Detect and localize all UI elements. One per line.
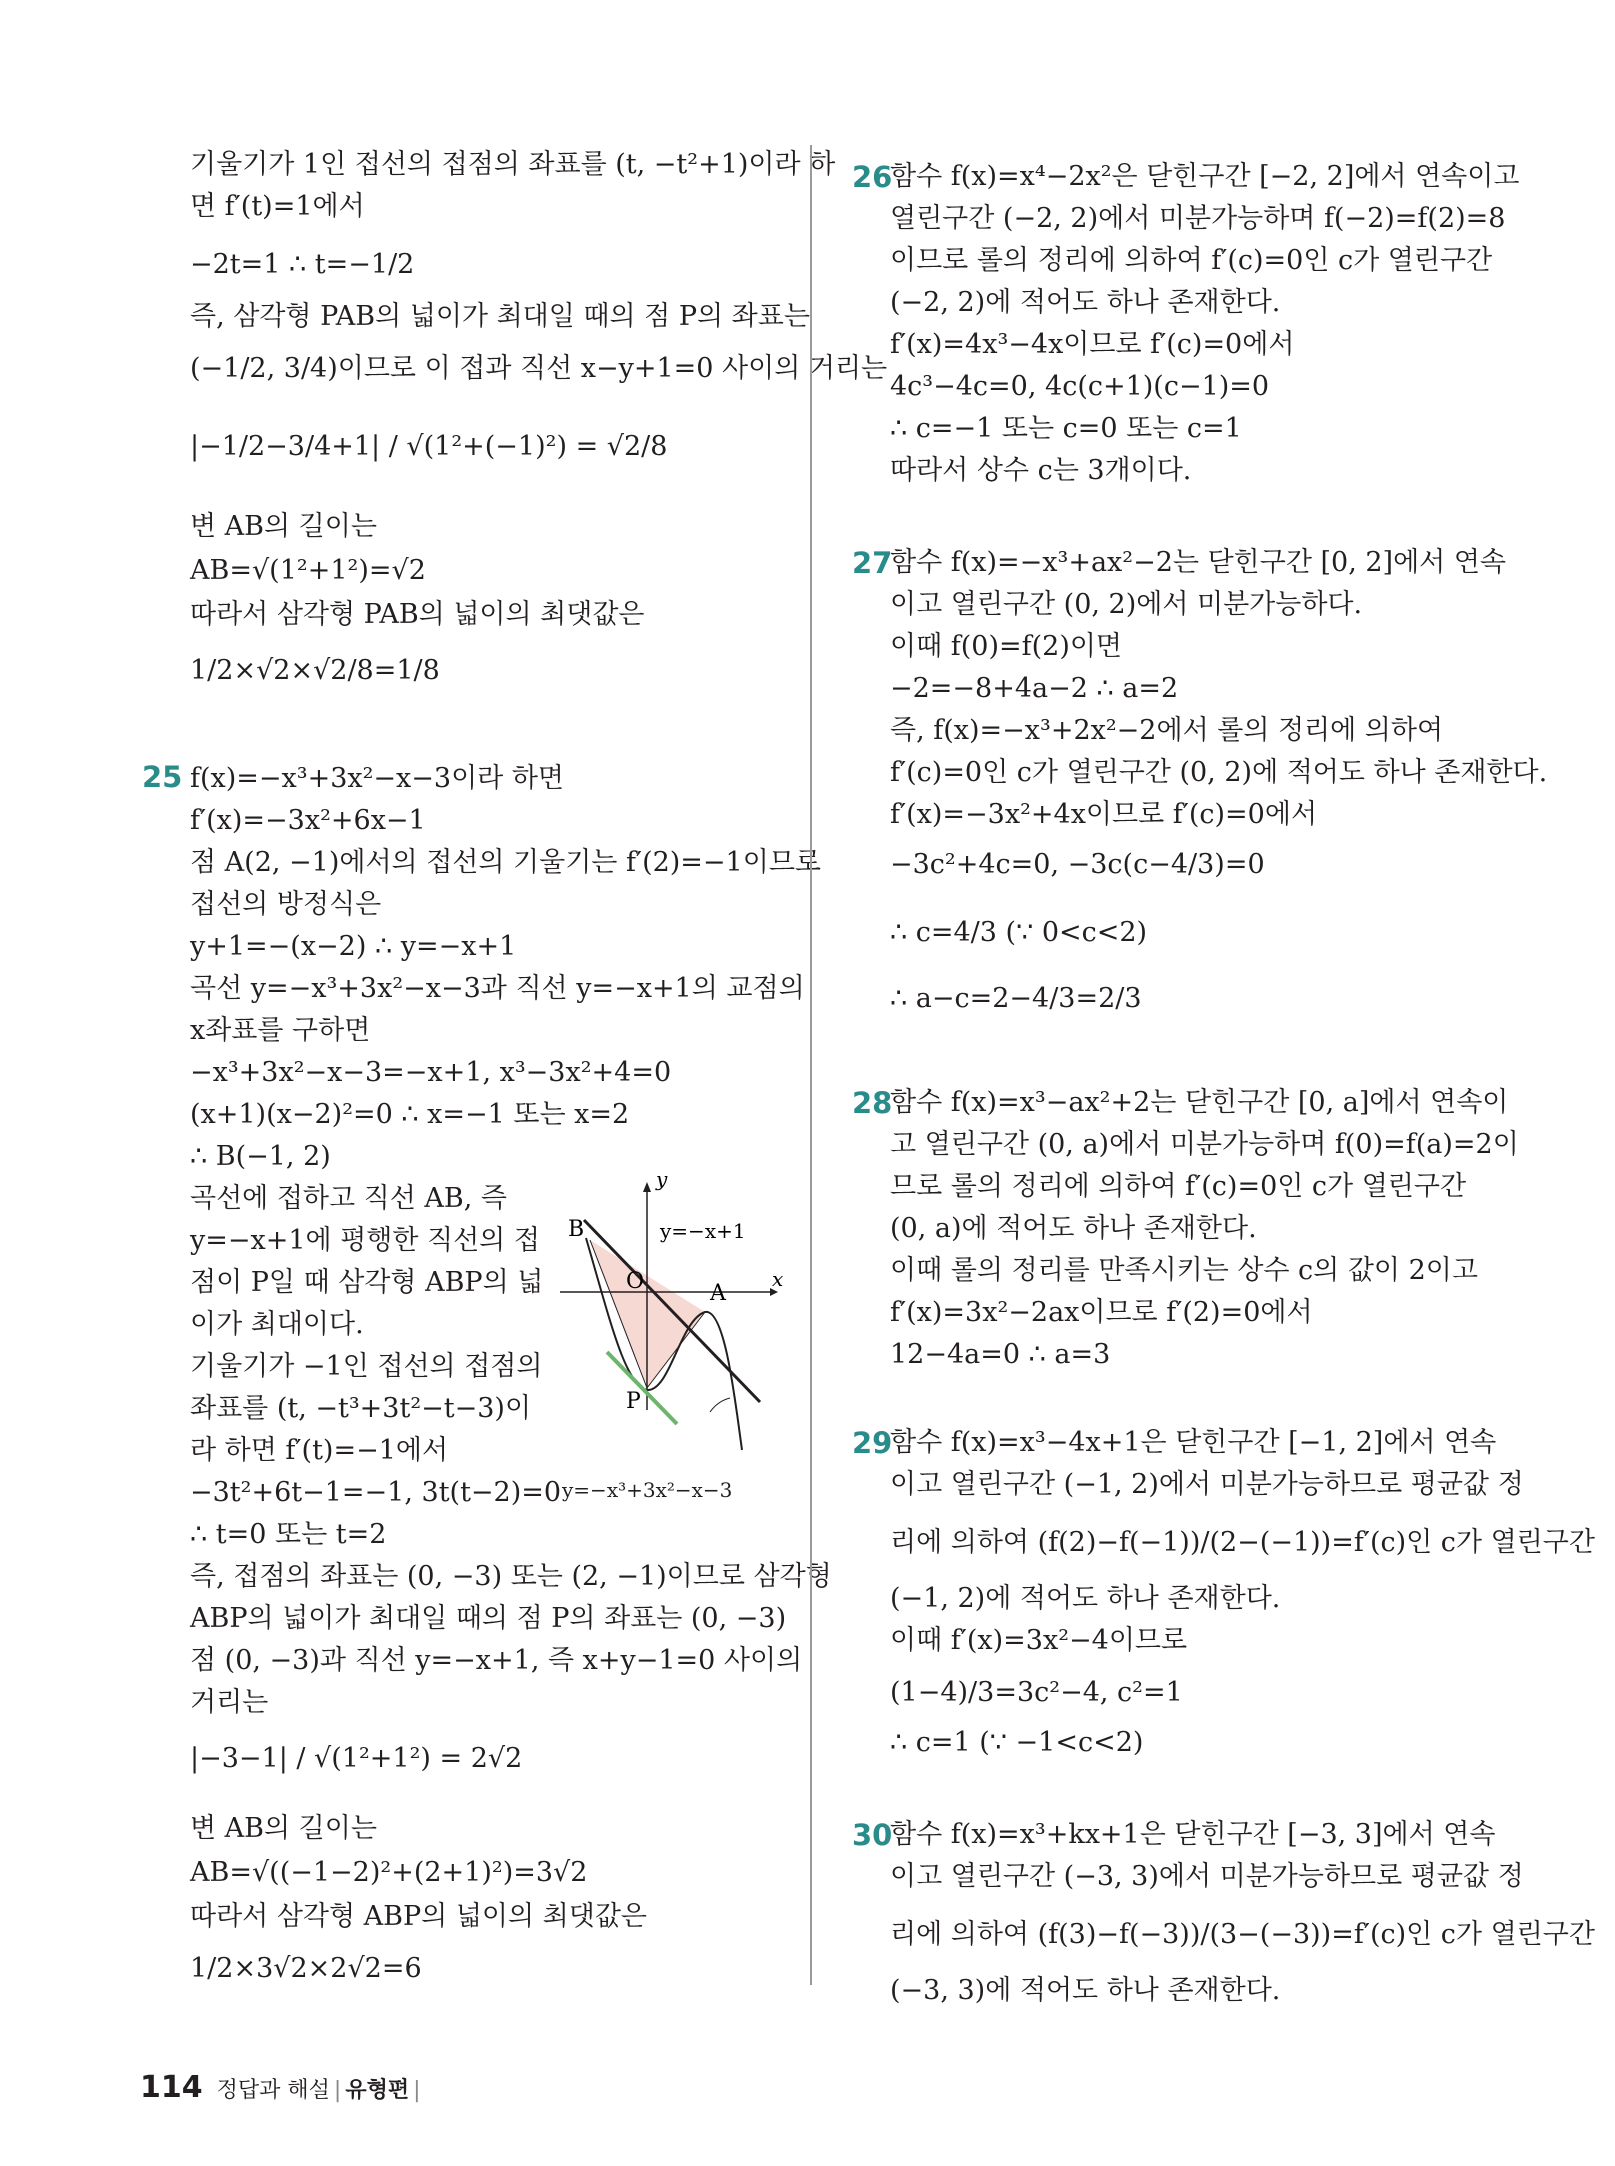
text-line: AB=√((−1−2)²+(2+1)²)=3√2: [190, 1857, 588, 1888]
text-line: 접선의 방정식은: [190, 889, 382, 920]
text-line: (−2, 2)에 적어도 하나 존재한다.: [890, 287, 1281, 318]
text-line: ∴ c=1 (∵ −1<c<2): [890, 1727, 1144, 1758]
text-line: 라 하면 f′(t)=−1에서: [190, 1435, 449, 1466]
problem-number-27: 27: [852, 546, 893, 580]
text-line: −2=−8+4a−2 ∴ a=2: [890, 673, 1179, 704]
text-line: |−1/2−3/4+1| / √(1²+(−1)²) = √2/8: [190, 431, 668, 462]
text-line: 함수 f(x)=x³+kx+1은 닫힌구간 [−3, 3]에서 연속: [890, 1819, 1496, 1850]
text-line: 기울기가 1인 접선의 접점의 좌표를 (t, −t²+1)이라 하: [190, 149, 836, 180]
text-line: 므로 롤의 정리에 의하여 f′(c)=0인 c가 열린구간: [890, 1171, 1467, 1202]
text-line: 따라서 삼각형 PAB의 넓이의 최댓값은: [190, 599, 645, 630]
cubic-graph: [560, 1167, 784, 1470]
text-line: f′(x)=3x²−2ax이므로 f′(2)=0에서: [890, 1297, 1313, 1328]
text-line: 12−4a=0 ∴ a=3: [890, 1339, 1111, 1370]
point-p-label: P: [626, 1389, 641, 1414]
page-number: 114: [140, 2070, 203, 2105]
text-line: (0, a)에 적어도 하나 존재한다.: [890, 1213, 1257, 1244]
problem-number-28: 28: [852, 1086, 893, 1120]
text-line: 리에 의하여 (f(3)−f(−3))/(3−(−3))=f′(c)인 c가 열린구간: [890, 1919, 1595, 1950]
text-line: 즉, 접점의 좌표는 (0, −3) 또는 (2, −1)이므로 삼각형: [190, 1561, 832, 1592]
column-divider: [810, 145, 812, 1985]
text-line: 고 열린구간 (0, a)에서 미분가능하며 f(0)=f(a)=2이: [890, 1129, 1519, 1160]
text-line: ∴ a−c=2−4/3=2/3: [890, 983, 1142, 1014]
text-line: 이고 열린구간 (−1, 2)에서 미분가능하므로 평균값 정: [890, 1469, 1524, 1500]
book-title: 정답과 해설: [216, 2078, 330, 2103]
point-b-label: B: [568, 1217, 585, 1242]
text-line: 함수 f(x)=x⁴−2x²은 닫힌구간 [−2, 2]에서 연속이고: [890, 161, 1520, 192]
text-line: 이고 열린구간 (0, 2)에서 미분가능하다.: [890, 589, 1363, 620]
section-label: 유형편: [345, 2078, 410, 2103]
text-line: 변 AB의 길이는: [190, 511, 377, 542]
text-line: f′(c)=0인 c가 열린구간 (0, 2)에 적어도 하나 존재한다.: [890, 757, 1548, 788]
tangent-line-ab: [584, 1220, 760, 1402]
text-line: (−1, 2)에 적어도 하나 존재한다.: [890, 1583, 1281, 1614]
text-line: −x³+3x²−x−3=−x+1, x³−3x²+4=0: [190, 1057, 672, 1088]
text-line: 함수 f(x)=−x³+ax²−2는 닫힌구간 [0, 2]에서 연속: [890, 547, 1506, 578]
text-line: 좌표를 (t, −t³+3t²−t−3)이: [190, 1393, 532, 1424]
text-line: 함수 f(x)=x³−ax²+2는 닫힌구간 [0, a]에서 연속이: [890, 1087, 1509, 1118]
text-line: 거리는: [190, 1687, 269, 1718]
text-line: 점 (0, −3)과 직선 y=−x+1, 즉 x+y−1=0 사이의: [190, 1645, 803, 1676]
text-line: x좌표를 구하면: [190, 1015, 371, 1046]
problem-number-29: 29: [852, 1426, 893, 1460]
text-line: 이가 최대이다.: [190, 1309, 364, 1340]
text-line: 즉, f(x)=−x³+2x²−2에서 롤의 정리에 의하여: [890, 715, 1444, 746]
text-line: 곡선에 접하고 직선 AB, 즉: [190, 1183, 507, 1214]
text-line: y=−x+1에 평행한 직선의 접: [190, 1225, 540, 1256]
point-a-label: A: [710, 1281, 726, 1306]
y-axis-arrow: [643, 1182, 651, 1192]
text-line: 변 AB의 길이는: [190, 1813, 377, 1844]
line-label: y=−x+1: [660, 1219, 746, 1243]
text-line: 이때 f′(x)=3x²−4이므로: [890, 1625, 1188, 1656]
text-line: (−3, 3)에 적어도 하나 존재한다.: [890, 1975, 1281, 2006]
text-line: 열린구간 (−2, 2)에서 미분가능하며 f(−2)=f(2)=8: [890, 203, 1506, 234]
text-line: −3t²+6t−1=−1, 3t(t−2)=0: [190, 1477, 562, 1508]
text-line: 점이 P일 때 삼각형 ABP의 넓: [190, 1267, 544, 1298]
text-line: ABP의 넓이가 최대일 때의 점 P의 좌표는 (0, −3): [190, 1603, 787, 1634]
text-line: 이므로 롤의 정리에 의하여 f′(c)=0인 c가 열린구간: [890, 245, 1493, 276]
curve-label-pointer: [710, 1398, 730, 1412]
text-line: 함수 f(x)=x³−4x+1은 닫힌구간 [−1, 2]에서 연속: [890, 1427, 1497, 1458]
text-line: f(x)=−x³+3x²−x−3이라 하면: [190, 763, 564, 794]
text-line: 면 f′(t)=1에서: [190, 191, 365, 222]
text-line: (−1/2, 3/4)이므로 이 접과 직선 x−y+1=0 사이의 거리는: [190, 353, 888, 384]
text-line: 즉, 삼각형 PAB의 넓이가 최대일 때의 점 P의 좌표는: [190, 301, 810, 332]
problem-number-25: 25: [142, 760, 183, 794]
origin-label: O: [626, 1269, 645, 1294]
text-line: 점 A(2, −1)에서의 접선의 기울기는 f′(2)=−1이므로: [190, 847, 821, 878]
text-line: ∴ c=−1 또는 c=0 또는 c=1: [890, 413, 1242, 444]
text-line: AB=√(1²+1²)=√2: [190, 555, 426, 586]
text-line: (1−4)/3=3c²−4, c²=1: [890, 1677, 1183, 1708]
text-line: (x+1)(x−2)²=0 ∴ x=−1 또는 x=2: [190, 1099, 630, 1130]
page-footer: 114 정답과 해설 | 유형편 |: [140, 2070, 421, 2105]
text-line: f′(x)=−3x²+6x−1: [190, 805, 426, 836]
text-line: −3c²+4c=0, −3c(c−4/3)=0: [890, 849, 1265, 880]
text-line: 기울기가 −1인 접선의 접점의: [190, 1351, 543, 1382]
x-axis-label: x: [772, 1267, 784, 1291]
text-line: f′(x)=4x³−4x이므로 f′(c)=0에서: [890, 329, 1295, 360]
text-line: ∴ t=0 또는 t=2: [190, 1519, 387, 1550]
text-line: 곡선 y=−x³+3x²−x−3과 직선 y=−x+1의 교점의: [190, 973, 805, 1004]
text-line: |−3−1| / √(1²+1²) = 2√2: [190, 1743, 523, 1774]
text-line: 이고 열린구간 (−3, 3)에서 미분가능하므로 평균값 정: [890, 1861, 1524, 1892]
y-axis-label: y: [656, 1167, 668, 1191]
text-line: 따라서 삼각형 ABP의 넓이의 최댓값은: [190, 1901, 647, 1932]
text-line: 이때 롤의 정리를 만족시키는 상수 c의 값이 2이고: [890, 1255, 1478, 1286]
text-line: 4c³−4c=0, 4c(c+1)(c−1)=0: [890, 371, 1270, 402]
problem-number-30: 30: [852, 1818, 893, 1852]
text-line: y+1=−(x−2) ∴ y=−x+1: [190, 931, 517, 962]
text-line: ∴ B(−1, 2): [190, 1141, 331, 1172]
text-line: f′(x)=−3x²+4x이므로 f′(c)=0에서: [890, 799, 1318, 830]
text-line: 리에 의하여 (f(2)−f(−1))/(2−(−1))=f′(c)인 c가 열린구간: [890, 1527, 1595, 1558]
text-line: 1/2×3√2×2√2=6: [190, 1953, 422, 1984]
curve-label: y=−x³+3x²−x−3: [562, 1478, 733, 1502]
text-line: 따라서 상수 c는 3개이다.: [890, 455, 1192, 486]
problem-number-26: 26: [852, 160, 893, 194]
text-line: 1/2×√2×√2/8=1/8: [190, 655, 440, 686]
text-line: ∴ c=4/3 (∵ 0<c<2): [890, 917, 1148, 948]
text-line: −2t=1 ∴ t=−1/2: [190, 249, 415, 280]
text-line: 이때 f(0)=f(2)이면: [890, 631, 1123, 662]
